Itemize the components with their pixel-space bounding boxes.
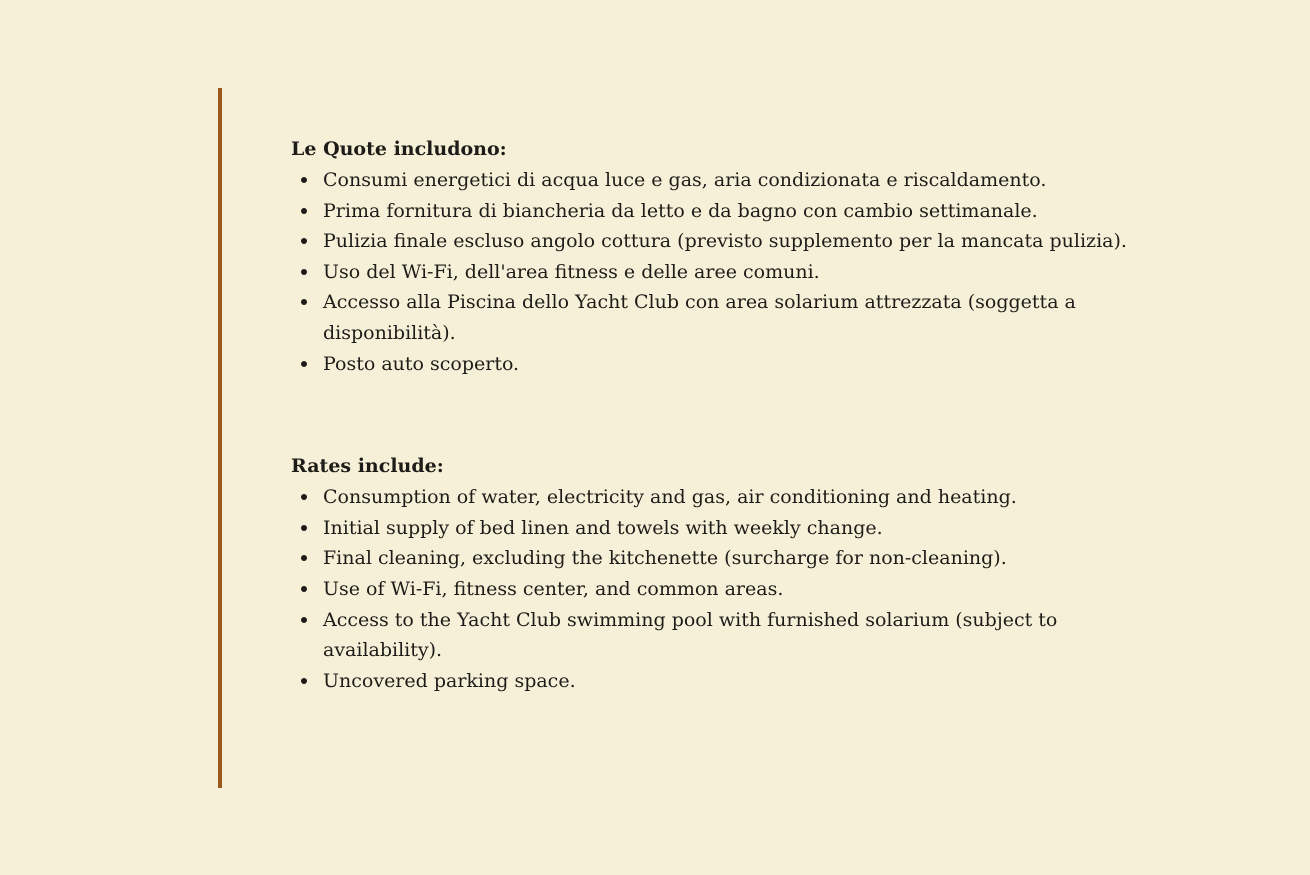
list-english <box>291 482 1151 696</box>
heading-italian: Le Quote includono: <box>291 138 507 160</box>
list-item: Consumi energetici di acqua luce e gas, aria condizionata e riscaldamento. <box>291 165 1151 196</box>
vertical-accent-bar <box>218 88 222 788</box>
list-item: Initial supply of bed linen and towels with weekly change. <box>291 513 1151 544</box>
list-item: Uso del Wi-Fi, dell'area fitness e delle aree comuni. <box>291 257 1151 288</box>
list-item: Final cleaning, excluding the kitchenette (surcharge for non-cleaning). <box>291 543 1151 574</box>
rates-content <box>291 136 1151 696</box>
section-english <box>291 453 1151 696</box>
list-italian <box>291 165 1151 379</box>
section-italian <box>291 136 1151 379</box>
list-item: Prima fornitura di biancheria da letto e da bagno con cambio settimanale. <box>291 196 1151 227</box>
list-item: Posto auto scoperto. <box>291 349 1151 380</box>
list-item: Pulizia finale escluso angolo cottura (previsto supplemento per la mancata pulizia). <box>291 226 1151 257</box>
list-item: Accesso alla Piscina dello Yacht Club con area solarium attrezzata (soggetta a disponibilità). <box>291 287 1151 348</box>
list-item: Access to the Yacht Club swimming pool with furnished solarium (subject to availability). <box>291 605 1151 666</box>
list-item: Use of Wi-Fi, fitness center, and common areas. <box>291 574 1151 605</box>
list-item: Consumption of water, electricity and gas, air conditioning and heating. <box>291 482 1151 513</box>
heading-english: Rates include: <box>291 455 444 478</box>
list-item: Uncovered parking space. <box>291 666 1151 697</box>
